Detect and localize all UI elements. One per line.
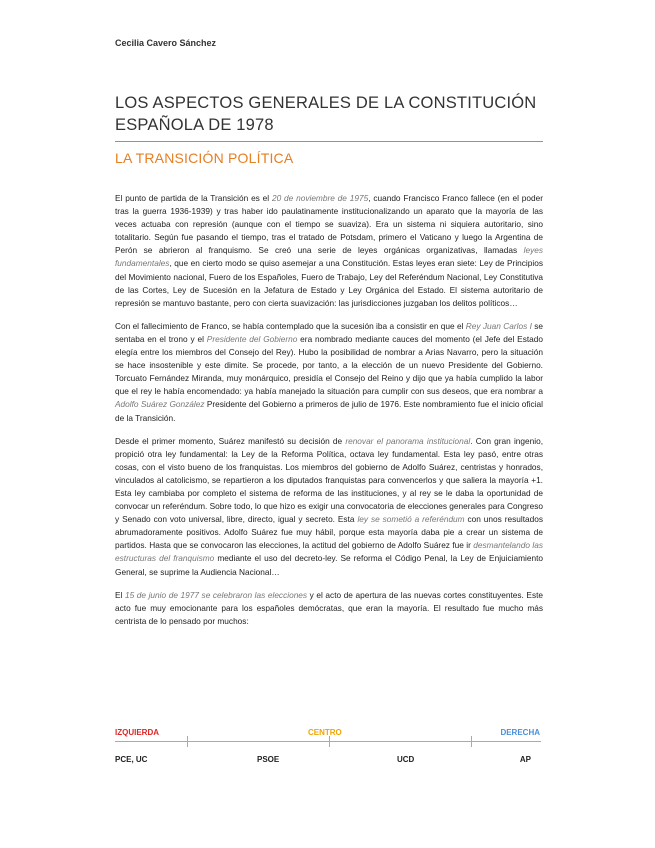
party-label: UCD (397, 755, 415, 764)
emphasis-text: ley se sometió a referéndum (357, 514, 465, 525)
paragraph (115, 320, 543, 425)
political-spectrum (115, 728, 543, 768)
text-run: era nombrado mediante cauces del momento (el Jefe del Estado elegía entre los miembros del Consejo del Rey). Hubo la posibilidad de nombrar a Arias Navarro, pero la situación se hace insostenible y este dimite. Se procede, por tanto, a la elección de un nuevo Presidente del Gobierno. Torcuato Fernández Miranda, muy monárquico, presidía el Consejo del Reino y dijo que ya había cumplido la labor que el rey le había encomendado: ya había manejado la situación para cumplir con sus deseos, que era nombrar a (115, 333, 543, 397)
emphasis-text: 15 de junio de 1977 se celebraron las elecciones (124, 589, 308, 600)
party-label: AP (519, 755, 531, 764)
spectrum-tick (187, 736, 188, 747)
text-run: Con el fallecimiento de Franco, se había contemplado que la sucesión iba a consistir en que el (115, 320, 466, 331)
party-label: PSOE (257, 755, 280, 764)
spectrum-label-left: IZQUIERDA (115, 728, 159, 737)
text-run: . Con gran ingenio, propició otra ley fundamental: la Ley de la Reforma Política, octava ley fundamental. Esta ley pasó, entre otras cosas, con el visto bueno de los franquistas. Los miembros del gobierno de Adolfo Suárez, centristas y honrados, vinculados al catolicismo, se repartieron a los diputados franquistas para convencerlos y que saliera la mayoría +1. Esta ley cambiaba por completo el sistema de reforma de las instituciones, y al rey se le daba la oportunidad de convocar un referéndum. Sobre todo, lo que hizo es exigir una convocatoria de elecciones generales para Congreso y Senado con voto universal, libre, directo, igual y secreto. Esta (115, 435, 544, 525)
document-title: LOS ASPECTOS GENERALES DE LA CONSTITUCIÓN ESPAÑOLA DE 1978 (115, 94, 537, 134)
author-name: Cecilia Cavero Sánchez (115, 38, 217, 48)
emphasis-text: desmantelando las estructuras del franquismo (115, 540, 543, 564)
paragraph (115, 192, 543, 310)
text-run: mediante el uso del decreto-ley. Se reforma el Código Penal, la Ley de Enjuiciamiento General, se suprime la Audiencia Nacional… (115, 553, 544, 577)
spectrum-tick (329, 736, 330, 747)
spectrum-tick (471, 736, 472, 747)
section-title: LA TRANSICIÓN POLÍTICA (115, 150, 294, 166)
paragraph (115, 589, 543, 628)
text-run: con unos resultados abrumadoramente positivos. Adolfo Suárez fue muy hábil, porque esta mayoría daba pie a crear un sistema de partidos. Hasta que se convocaron las elecciones, la actitud del gobierno de Adolfo Suárez fue ir (115, 514, 544, 551)
text-run: El (115, 589, 125, 600)
title-divider (115, 141, 543, 142)
text-run: , que en cierto modo se quiso asemejar a una Constitución. Estas leyes eran siete: Ley de Principios del Movimiento nacional, Fuero de los Españoles, Fuero de Trabajo, Ley del Referéndum Nacional, Ley Constitutiva de las Cortes, Ley de Sucesión en la Jefatura de Estado y Ley Orgánica del Estado. El sistema autoritario de represión se mantuvo bastante, pero con cierta suavización: las jurisdicciones juzgaban los delitos políticos… (115, 258, 543, 308)
text-run: se sentaba en el trono y el (115, 320, 543, 344)
text-run: El punto de partida de la Transición es el (115, 193, 272, 203)
text-run: Desde el primer momento, Suárez manifestó su decisión de (115, 435, 346, 446)
text-run: , cuando Francisco Franco fallece (en el poder tras la guerra 1936-1939) y tras haber ido paulatinamente institucionalizando un aparato que la mayoría de las veces actuaba con represión (aunque con el tiempo se suaviza). Era un sistema ni siquiera autoritario, sino totalitario. Según fue pasando el tiempo, tras el tratado de Potsdam, primero el Vaticano y luego la Argentina de Perón se abrieron al franquismo. Se creó una serie de leyes orgánicas organizativas, llamadas (115, 193, 543, 256)
emphasis-text: Rey Juan Carlos I (465, 320, 532, 331)
emphasis-text: Adolfo Suárez González (115, 399, 205, 410)
party-label: PCE, UC (115, 755, 148, 764)
paragraph (115, 435, 543, 579)
spectrum-axis (115, 741, 541, 742)
emphasis-text: leyes fundamentales (115, 245, 543, 269)
emphasis-text: renovar el panorama institucional (345, 435, 471, 446)
spectrum-label-center: CENTRO (308, 728, 342, 737)
emphasis-text: 20 de noviembre de 1975 (271, 193, 369, 203)
body-text (115, 192, 543, 638)
emphasis-text: Presidente del Gobierno (206, 333, 298, 344)
spectrum-label-right: DERECHA (500, 728, 540, 737)
text-run: Presidente del Gobierno a primeros de julio de 1976. Este nombramiento fue el inicio oficial de la Transición. (115, 399, 543, 423)
text-run: y el acto de apertura de las nuevas cortes constituyentes. Este acto fue muy emocionante para los españoles demócratas, que eran la mayoría. El resultado fue mucho más centrista de lo pensado por muchos: (115, 589, 544, 626)
